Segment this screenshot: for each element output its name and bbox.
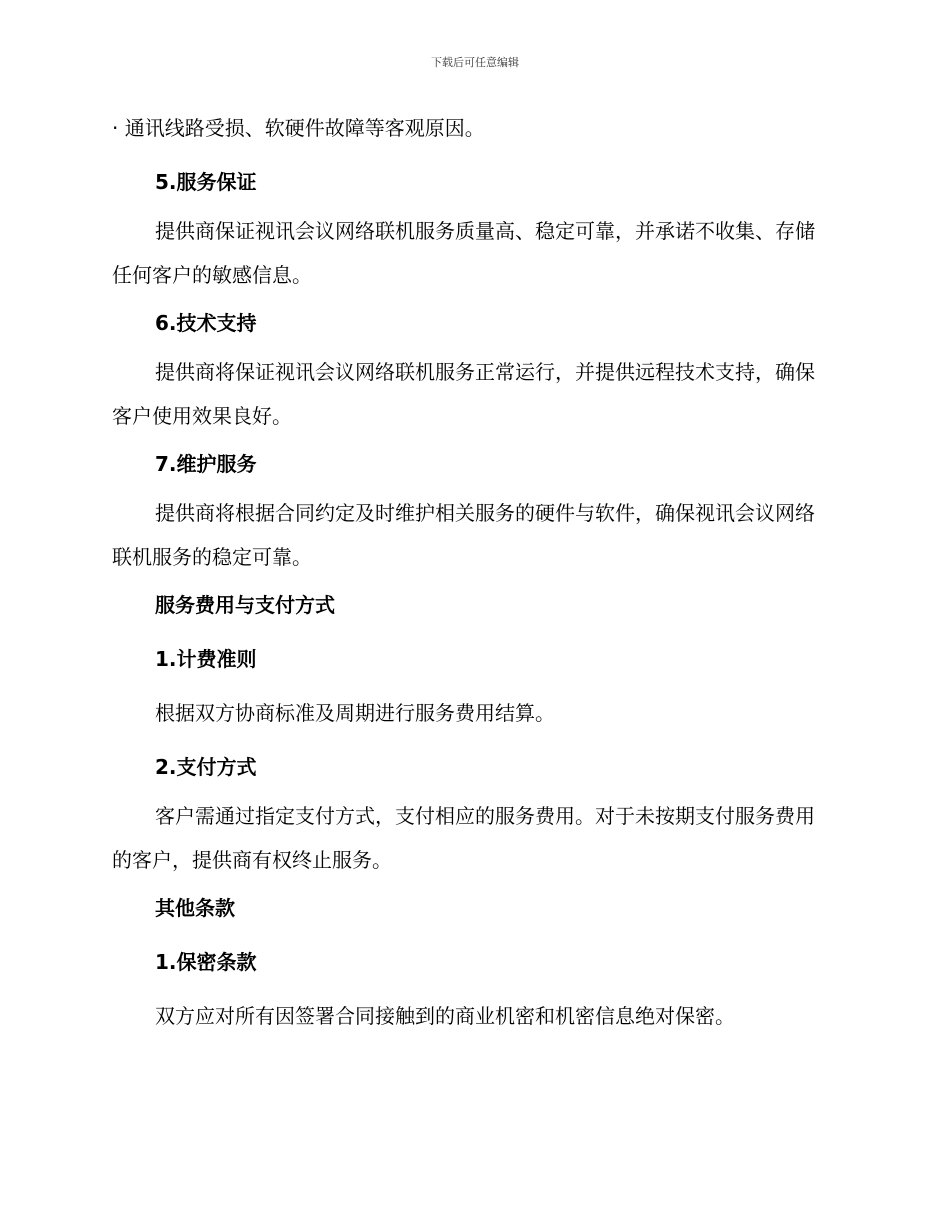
paragraph-maintenance: 提供商将根据合同约定及时维护相关服务的硬件与软件，确保视讯会议网络联机服务的稳定可靠。 [112, 501, 815, 569]
paragraph-confidentiality: 双方应对所有因签署合同接触到的商业机密和机密信息绝对保密。 [155, 1004, 735, 1028]
section-fees-payment: 服务费用与支付方式 [155, 593, 335, 617]
header-note: 下载后可任意编辑 [431, 56, 519, 69]
paragraph-technical-support: 提供商将保证视讯会议网络联机服务正常运行，并提供远程技术支持，确保客户使用效果良好。 [112, 360, 815, 428]
heading-confidentiality: 1.保密条款 [155, 950, 257, 974]
bullet-item: · 通讯线路受损、软硬件故障等客观原因。 [112, 116, 485, 140]
heading-technical-support: 6.技术支持 [155, 311, 257, 335]
document-body [112, 112, 832, 1033]
heading-maintenance: 7.维护服务 [155, 452, 257, 476]
heading-billing-rules: 1.计费准则 [155, 647, 257, 671]
paragraph-billing-rules: 根据双方协商标准及周期进行服务费用结算。 [155, 701, 555, 725]
section-other-terms: 其他条款 [155, 896, 235, 920]
paragraph-payment-method: 客户需通过指定支付方式，支付相应的服务费用。对于未按期支付服务费用的客户，提供商有权终止服务。 [112, 804, 815, 872]
heading-payment-method: 2.支付方式 [155, 755, 257, 779]
paragraph-service-guarantee: 提供商保证视讯会议网络联机服务质量高、稳定可靠，并承诺不收集、存储任何客户的敏感信息。 [112, 219, 815, 287]
heading-service-guarantee: 5.服务保证 [155, 170, 257, 194]
